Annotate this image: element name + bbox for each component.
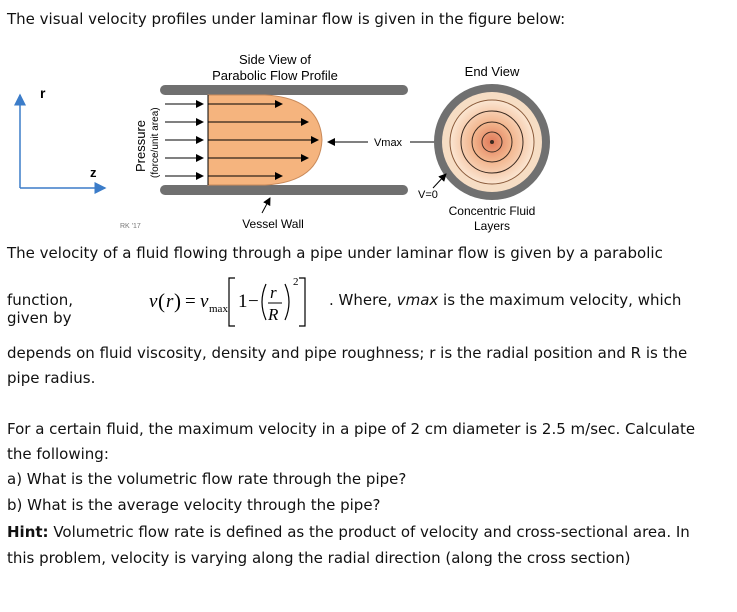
pressure-label: Pressure: [133, 119, 148, 172]
pressure-arrows: [165, 104, 203, 176]
end-view-title: End View: [464, 64, 520, 79]
v0-arrow: [433, 174, 446, 188]
eq-frac-num: r: [270, 283, 277, 302]
eq-bracket-close: [299, 278, 305, 326]
equation-prefix: function, given by: [7, 291, 74, 327]
vmax-inline: [397, 291, 439, 309]
paragraph-2-line1: depends on fluid viscosity, density and pipe roughness; r is the radial position and R is the: [7, 344, 688, 362]
end-view-center: [490, 140, 494, 144]
pipe-wall-top: [160, 85, 408, 95]
eq-bracket-open: [229, 278, 235, 326]
concentric-label-line2: Layers: [473, 219, 511, 233]
eq-paren-big-close: [285, 284, 289, 320]
intro-text: The visual velocity profiles under laminar flow is given in the figure below:: [7, 10, 566, 28]
vmax-label: Vmax: [373, 137, 403, 149]
eq-equals: =: [185, 291, 196, 312]
velocity-equation: [149, 270, 337, 330]
vmax-inline-text: vmax: [396, 291, 439, 309]
paragraph-3-line2: the following:: [7, 445, 109, 463]
eq-paren-close: ): [174, 289, 181, 313]
axis-r-label: r: [40, 85, 46, 101]
axis-z-label: z: [90, 165, 97, 180]
hint-line2: this problem, velocity is varying along the radial direction (along the cross section): [7, 549, 631, 567]
eq-vmax-sub: max: [209, 303, 228, 315]
equation-suffix-b: is the maximum velocity, which: [438, 291, 682, 309]
v0-label: V=0: [418, 189, 438, 201]
equation-suffix-a: . Where,: [329, 291, 397, 309]
hint-line1: [7, 522, 690, 542]
eq-frac-den: R: [268, 305, 279, 324]
hint-text-1: Volumetric flow rate is defined as the product of velocity and cross-sectional area. In: [48, 523, 690, 541]
velocity-profile-figure: [0, 30, 560, 240]
eq-exponent: 2: [293, 276, 299, 288]
paragraph-2-line2: pipe radius.: [7, 369, 96, 387]
eq-r: r: [166, 291, 174, 312]
question-a: a) What is the volumetric flow rate through the pipe?: [7, 470, 407, 488]
equation-suffix: [329, 291, 681, 309]
eq-paren-big-open: [262, 284, 266, 320]
side-title-line2: Parabolic Flow Profile: [212, 68, 338, 83]
paragraph-3-line1: For a certain fluid, the maximum velocity in a pipe of 2 cm diameter is 2.5 m/sec. Calculate: [7, 420, 696, 438]
pressure-unit-label: (force/unit area): [150, 107, 161, 178]
hint-label: Hint:: [7, 523, 49, 541]
eq-vmax-v: v: [200, 291, 209, 312]
eq-one: 1: [238, 291, 248, 312]
paragraph-1: The velocity of a fluid flowing through a pipe under laminar flow is given by a parabolic: [7, 244, 663, 262]
vessel-wall-label: Vessel Wall: [242, 217, 304, 231]
eq-v: v: [149, 291, 158, 312]
pipe-wall-bottom: [160, 185, 408, 195]
vessel-wall-arrow: [262, 198, 270, 213]
eq-minus: −: [248, 291, 259, 312]
side-title-line1: Side View of: [238, 52, 312, 67]
eq-paren-open: (: [158, 289, 165, 313]
concentric-label-line1: Concentric Fluid: [448, 204, 536, 218]
credit-label: RK '17: [120, 223, 141, 230]
question-b: b) What is the average velocity through the pipe?: [7, 496, 381, 514]
